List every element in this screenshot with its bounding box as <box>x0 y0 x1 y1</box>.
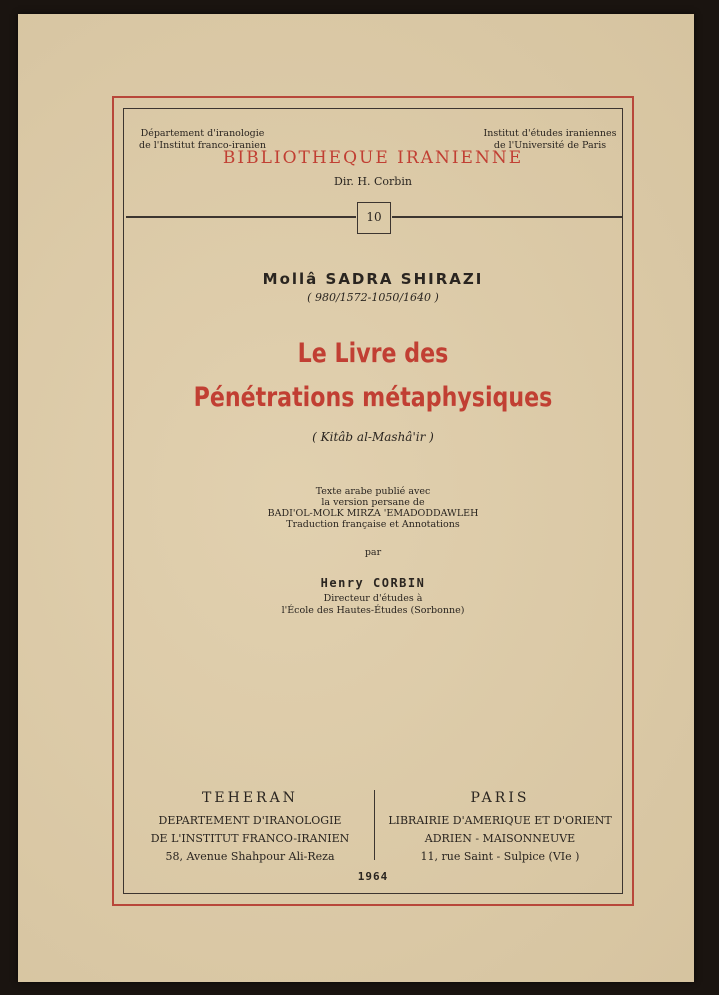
author-dates: ( 980/1572-1050/1640 ) <box>307 291 439 304</box>
publication-year: 1964 <box>357 870 389 883</box>
publisher-left-line: DEPARTEMENT D'IRANOLOGIE <box>158 814 342 827</box>
description-line: la version persane de <box>321 497 425 508</box>
author-name: Mollâ SADRA SHIRAZI <box>262 270 484 288</box>
rule-left <box>126 216 356 218</box>
publisher-left-line: DE L'INSTITUT FRANCO-IRANIEN <box>150 832 350 845</box>
header-left-line: Département d'iranologie <box>140 128 265 139</box>
book-title-line1: Le Livre des <box>297 338 449 369</box>
header-right-line: Institut d'études iraniennes <box>483 128 617 139</box>
book-title-line2: Pénétrations métaphysiques <box>193 382 553 413</box>
series-title: BIBLIOTHEQUE IRANIENNE <box>222 148 524 168</box>
translator-name: Henry CORBIN <box>320 576 426 590</box>
header-right-line: de l'Université de Paris <box>493 140 607 151</box>
translator-title-line: Directeur d'études à <box>323 593 423 604</box>
book-subtitle: ( Kitâb al-Mashâ'ir ) <box>312 430 434 444</box>
volume-number-box: 10 <box>357 202 391 234</box>
publisher-left-line: 58, Avenue Shahpour Ali-Reza <box>165 850 335 863</box>
description-line: Texte arabe publié avec <box>315 486 431 497</box>
header-left-line: de l'Institut franco-iranien <box>139 140 266 151</box>
description-line: Traduction française et Annotations <box>286 519 460 530</box>
publisher-left <box>135 812 365 866</box>
description <box>123 486 623 530</box>
publisher-right <box>380 812 620 866</box>
publisher-right-line: LIBRAIRIE D'AMERIQUE ET D'ORIENT <box>388 814 612 827</box>
translator-title-line: l'École des Hautes-Études (Sorbonne) <box>281 605 465 616</box>
description-line: BADI'OL-MOLK MIRZA 'EMADODDAWLEH <box>267 508 479 519</box>
publisher-right-line: ADRIEN - MAISONNEUVE <box>424 832 576 845</box>
publisher-right-line: 11, rue Saint - Sulpice (VIe ) <box>420 850 580 863</box>
par-label: par <box>364 547 382 558</box>
rule-right <box>392 216 622 218</box>
publisher-right-city: PARIS <box>470 790 530 806</box>
publisher-divider <box>374 790 375 860</box>
series-director: Dir. H. Corbin <box>334 175 412 188</box>
publisher-left-city: TEHERAN <box>202 790 298 806</box>
translator-title <box>123 593 623 617</box>
